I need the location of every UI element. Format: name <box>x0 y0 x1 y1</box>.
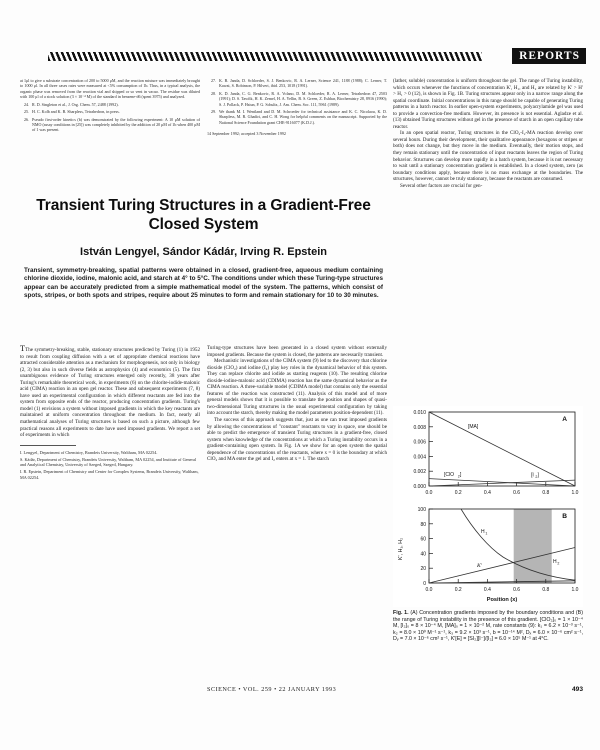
reference-list-left <box>20 78 200 133</box>
body-paragraph: Several other factors are crucial for gen- <box>400 182 483 189</box>
svg-text:0.008: 0.008 <box>413 424 426 431</box>
series-label-h2: H <box>553 559 557 565</box>
reference-item <box>207 91 387 107</box>
hatch-rule-decoration <box>48 52 482 61</box>
figure-caption-label: Fig. 1. <box>393 610 409 616</box>
reference-item <box>20 102 200 107</box>
svg-text:2: 2 <box>557 561 560 566</box>
turing-instability-band <box>514 509 552 583</box>
svg-text:0.004: 0.004 <box>413 454 426 461</box>
body-paragraph: Turing-type structures have been generated in a closed system without externally imposed gradients. Because the system is closed, the patterns are necessarily transient. <box>207 345 387 358</box>
svg-text:100: 100 <box>417 507 426 513</box>
section-label: REPORTS <box>512 48 586 64</box>
affiliation-line: I. Lengyel, Department of Chemistry, Brandeis University, Waltham, MA 02254. <box>20 449 158 455</box>
reference-number: 24. <box>23 101 29 107</box>
svg-text:2: 2 <box>457 474 460 479</box>
panel-b-plot <box>393 503 583 607</box>
reference-number: 27. <box>210 78 216 83</box>
page-footer <box>207 686 583 693</box>
svg-text:0.002: 0.002 <box>413 469 426 476</box>
reference-text: Pseudo first-order kinetics (b) was demonstrated by the following experiment: A 10 μM solution of NMO (assay conditions in [25]) was completely inhibited by the addition of 20 μM of 1b when 400 μM of 1 was present. <box>32 116 200 133</box>
svg-text:1.0: 1.0 <box>571 490 579 496</box>
body-paragraph <box>20 345 200 439</box>
left-column-body <box>20 345 200 482</box>
series-label-kprime: K' <box>477 563 482 569</box>
svg-text:0.000: 0.000 <box>413 484 426 490</box>
svg-text:20: 20 <box>420 566 426 573</box>
panel-b-yticklabels <box>418 507 427 587</box>
reference-intro-fragment: at 1μl to give a substrate concentration of 200 to 5000 μM, and the reaction mixture was immediately brought to 1000 μl. In all three cases rates were measured at <5% consumption of 1b. Thus, in a typical analysis, the organic phase was removed from the reaction vial and shipped or so vent in vacuo. The residue was diluted with 100 μl of a stock solution (3 × 10⁻⁴ M) of the standard in benzene-d6 (spent 3975) and analyzed. <box>20 78 200 100</box>
svg-text:0.006: 0.006 <box>413 439 426 446</box>
figure-panel-b <box>393 503 583 607</box>
reference-number: 28. <box>210 90 216 96</box>
svg-text:0.2: 0.2 <box>454 490 462 496</box>
svg-text:0.6: 0.6 <box>513 490 521 496</box>
page-title: Transient Turing Structures in a Gradient-Free Closed System <box>36 197 371 233</box>
svg-text:2: 2 <box>535 475 538 479</box>
drop-cap: T <box>20 344 26 353</box>
svg-text:0: 0 <box>423 581 426 587</box>
svg-text:0.0: 0.0 <box>425 587 433 593</box>
article-title-block <box>20 196 387 301</box>
figure-caption <box>393 610 583 643</box>
panel-a-xticklabels <box>426 490 579 496</box>
svg-text:1: 1 <box>485 531 488 536</box>
panel-b-xticklabels <box>426 587 579 593</box>
right-column-body <box>393 78 583 189</box>
svg-text:0.0: 0.0 <box>425 490 433 496</box>
reference-item <box>20 109 200 114</box>
figure-1 <box>393 406 583 643</box>
svg-text:60: 60 <box>420 536 426 543</box>
reference-text: K. B. Janda, D. Schloeder, S. J. Benkovic, R. A. Lerner, Science 241, 1188 (1988); C. Lerner, T. Kawai, S. Robinson, P. Hilvert, ibid. 253, 1018 (1991). <box>219 78 387 89</box>
series-label-i2: [I <box>531 472 534 479</box>
reference-item <box>207 78 387 89</box>
reference-item <box>207 109 387 125</box>
panel-a-yticklabels <box>413 410 426 490</box>
reference-text: H. C. Kolb and K. B. Sharpless, Tetrahedron, in press. <box>32 109 120 115</box>
series-label-ma: [MA] <box>468 424 479 430</box>
footer-source: SCIENCE • VOL. 259 • 22 JANUARY 1993 <box>207 686 337 693</box>
series-label-h1: H <box>481 529 485 535</box>
running-head <box>48 48 586 64</box>
svg-text:1.0: 1.0 <box>571 587 579 593</box>
svg-text:0.2: 0.2 <box>454 587 462 593</box>
panel-b-letter: B <box>562 513 567 520</box>
svg-text:]: ] <box>537 472 539 479</box>
article-abstract: Transient, symmetry-breaking, spatial patterns were obtained in a closed, gradient-free, aqueous medium containing chlorine dioxide, iodine, malonic acid, and starch at 4° to 5°C. The conditions under which these Turing-type structures appear can be accurately predicted from a simple mathematical model of the system. The patterns, which consist of spots, stripes, or both spots and stripes, require about 25 minutes to form and remain stationary for 10 to 30 minutes. <box>24 267 383 300</box>
svg-text:0.6: 0.6 <box>513 587 521 593</box>
panel-b-ylabel <box>398 538 404 560</box>
reference-number: 25. <box>23 109 29 115</box>
article-authors: István Lengyel, Sándor Kádár, Irving R. Epstein <box>80 246 327 258</box>
figure-panel-a <box>393 406 583 503</box>
reference-number: 29. <box>210 109 216 115</box>
series-label-clo2: [ClO <box>444 472 454 478</box>
reference-item <box>20 117 200 133</box>
svg-text:80: 80 <box>420 521 426 528</box>
body-paragraph: In an open spatial reactor, Turing structures in the ClO₂-I₂-MA reaction develop over several hours. During their development, their qualitative appearance (hexagons or stripes or both) does not change, but they move in the medium. Eventually, their motion stops, and they remain stationary until the concentration of input reactants leaves the region of Turing behavior. Structures can develop more rapidly in a batch system, because it is not necessary to wait until a stationary concentration gradient is established. In a closed system, zero (as boundary conditions apply, because there is no mass exchange at the boundaries. The structures, however, cannot be truly stationary, because the reactants are consumed. <box>393 130 583 183</box>
author-affiliations <box>20 450 200 481</box>
affiliation-line: I. R. Epstein, Department of Chemistry and Center for Complex Systems, Brandeis University, Waltham, MA 02254. <box>20 469 199 480</box>
reference-text: K. D. Janda, C. G. Benkovic, R. A. Volano, D. M. Schloeder, R. A. Lerner, Tetrahedron 47, 2503 (1991); D. S. Tawfik, H. K. Zemel, H. A. Yellin, B. S. Green, Z. Eshhar, Biochemistry 28, 8916 (1990); S. J. Pollack, P. Hsiun, P. G. Schultz, J. Am. Chem. Soc. 111, 5961 (1989). <box>219 90 387 107</box>
reference-number: 26. <box>23 116 29 122</box>
panel-b-xlabel: Position (x) <box>486 597 518 603</box>
reference-list-middle <box>207 78 387 136</box>
body-paragraph-text: The symmetry-breaking, stable, stationary structures predicted by Turing (1) in 1952 to result from coupling diffusion with a set of appropriate chemical reactions have attracted considerable attention as a mechanism for morphogenesis, not only in biology (2, 3) but also in such diverse fields as astrophysics (4) and economics (5). The first unambiguous evidence of Turing structures emerged only recently, 38 years after Turing's remarkable theoretical work, in experiments (6) on the chlorite-iodide-malonic acid (CIMA) reaction in an open gel reactor. These and subsequent experiments (7, 8) have used an experimental configuration in which different reactants are fed into the system from opposite ends of the reactor, producing concentration gradients. Turing's model (1) envisions a system without imposed gradients in which the key reactants are maintained at uniform concentration throughout the medium. In fact, nearly all mathematical analyses of Turing structures is based on such a picture, although few practical reasons all experiments to date have used imposed gradients. We report a set of experiments in which <box>20 347 200 439</box>
svg-text:K', H₁, H₂: K', H₁, H₂ <box>398 537 404 561</box>
body-paragraph: The success of this approach suggests that, just as one can treat imposed gradients by allowing the concentrations of "constant" reactants to vary in space, one should be able to predict the emergence of transient Turing structures in a gradient-free, closed system when knowledge of the concentrations at which a Turing instability occurs in a gradient-containing open system. In Fig. 1A we show for an open system the spatial dependence of the concentrations of the reactants, where x = 0 is the boundary at which ClO₂ and MA enter the gel and I₂ enters at x = 1. The starch <box>207 417 387 463</box>
body-paragraph: Mechanistic investigations of the CIMA system (9) led to the discovery that chlorine dioxide (ClO₂) and iodine (I₂) play key roles in the dynamical behavior of this system. They can replace chlorite and iodide as starting reagents (10). The resulting chlorine dioxide-iodine-malonic acid (CDIMA) reaction has the same dynamical behavior as the CIMA reaction. A three-variable model (CDIMA model) that contains only the essential features of the reaction was constructed (11). Analysis of this model and of more general models shows that it is possible to translate the position and shapes of quasi-two-dimensional Turing structures in the usual experimental configuration by taking into account the starch, thereby making the model parameters position-dependent (11). <box>207 358 387 417</box>
affiliation-rule <box>20 445 76 446</box>
panel-a-letter: A <box>562 416 567 423</box>
left-column-references <box>20 78 200 135</box>
svg-text:0.8: 0.8 <box>542 587 550 593</box>
svg-text:40: 40 <box>420 551 426 558</box>
svg-text:0.010: 0.010 <box>413 410 426 416</box>
footer-page-number: 493 <box>571 686 583 693</box>
middle-column-references <box>207 78 387 136</box>
svg-text:]: ] <box>460 472 462 478</box>
svg-text:0.8: 0.8 <box>542 490 550 496</box>
received-accepted-line: 14 September 1992; accepted 3 November 1992 <box>207 131 286 137</box>
svg-text:0.4: 0.4 <box>483 490 491 496</box>
reference-text: R. D. Singleton et al., J. Org. Chem. 57, 2488 (1992). <box>32 101 119 107</box>
svg-text:0.4: 0.4 <box>483 587 491 593</box>
panel-a-plot <box>393 406 583 503</box>
reference-text: We thank M. I. Wentland and D. M. Schroeder for technical assistance and K. C. Nicolaou, K. D. Sharpless, M. R. Ghadiri, and C. H. Wong for helpful comments on the manuscript. Supported by the National Science Foundation grant CHE-9116077 (K.D.J.). <box>219 109 387 125</box>
affiliation-line: S. Kádár, Department of Chemistry, Brandeis University, Waltham, MA 02254, and Institute of General and Analytical Chemistry, University of Szeged, Szeged, Hungary. <box>20 456 197 468</box>
figure-caption-text: (A) Concentration gradients imposed by the boundary conditions and (B) the range of Turing instability in the presence of this gradient. [ClO₂]₀ = 1 × 10⁻⁴ M, [I₂]₀ = 8 × 10⁻⁴ M, [MA]₀ = 1 × 10⁻² M, rate constants (9): k₁ = 6.2 × 10⁻³ s⁻¹, k₂ = 8.0 × 10⁰ M⁻¹ s⁻¹, k₃ = 9.2 × 10³ s⁻¹, b = 10⁻¹⁴ M², Dₓ = 6.0 × 10⁻⁶ cm² s⁻¹, Dᵧ = 7.0 × 10⁻⁶ cm² s⁻¹, K'[E] = [SI₂][I⁻]/[I₂] = 6.0 × 10⁵ M⁻¹ at 4°C. <box>393 610 583 642</box>
series-kprime <box>429 548 575 584</box>
middle-column-body <box>207 345 387 463</box>
body-paragraph: (lather, soluble) concentration is uniform throughout the gel. The range of Turing instability, which occurs whenever the functions of concentration K', H₁, and H₂ are related by K' > H′ > H₁ > 0 (12), is shown in Fig. 1B. Turing structures appear only in a narrow range along the spatial coordinate. Initial concentrations in this range should be capable of generating Turing patterns in a batch reactor. In earlier open-system experiments, polyacrylamide gel was used to provide a convection-free medium. However, its presence is not essential. Agladze et al. (13) obtained Turing structures without gel in the presence of starch in an open capillary tube reactor. <box>393 78 583 130</box>
